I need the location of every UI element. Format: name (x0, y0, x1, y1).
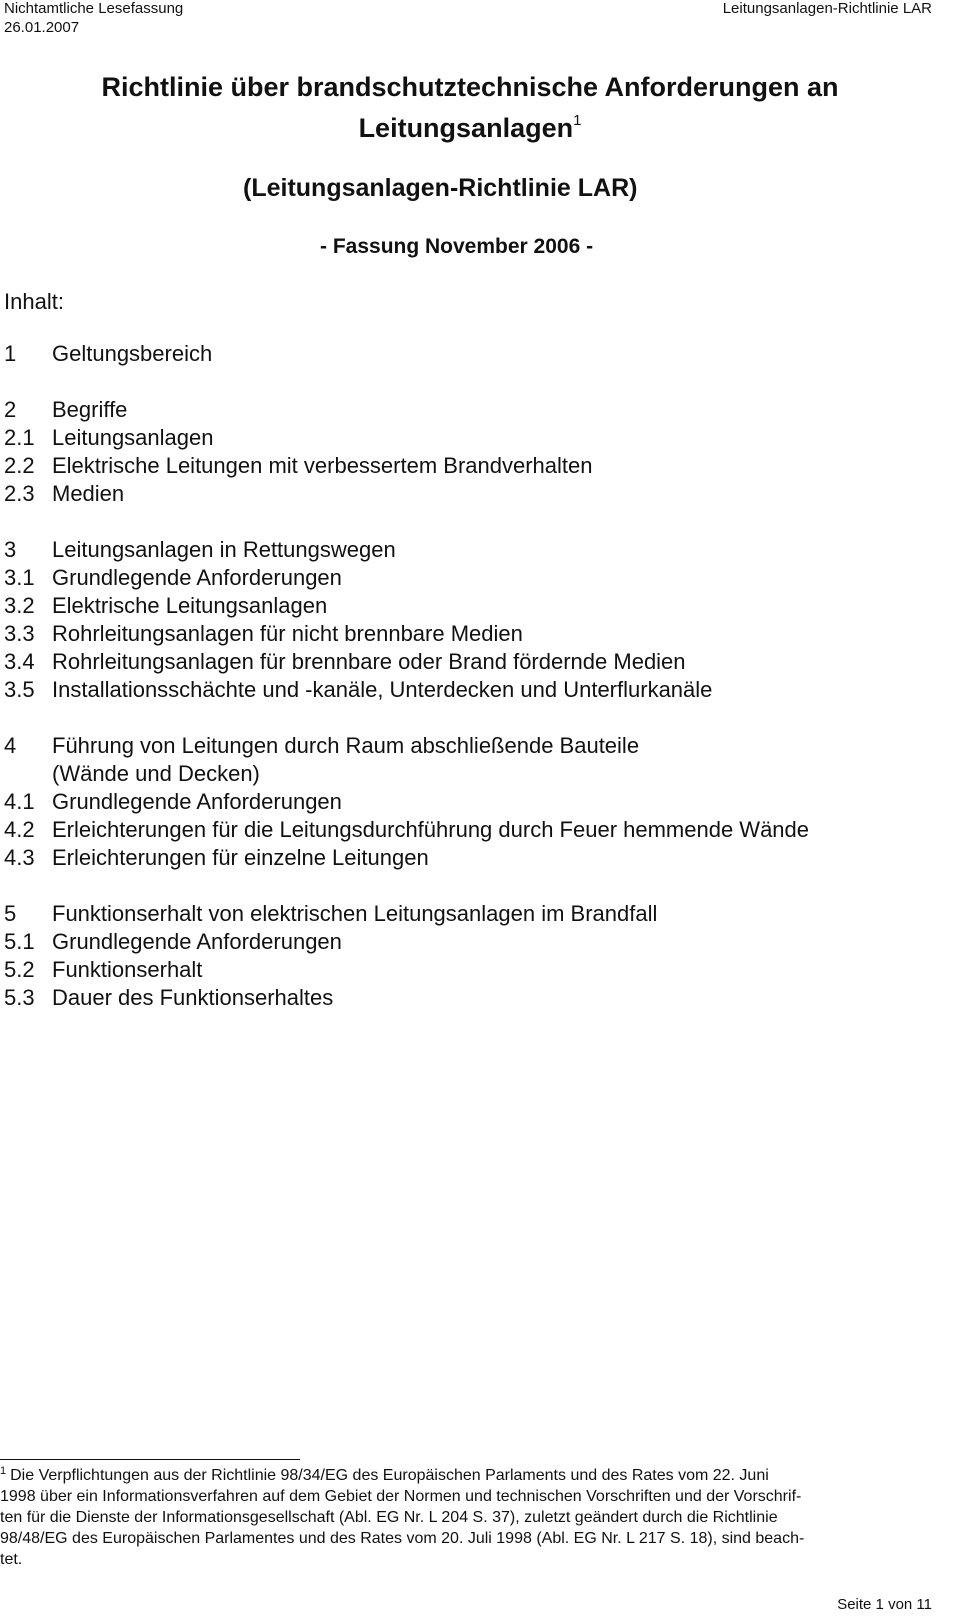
toc-entry (4, 452, 934, 480)
toc-entry-number: 3.3 (4, 621, 35, 646)
toc-group-spacer (4, 704, 934, 732)
toc-entry (4, 536, 934, 564)
toc-entry (4, 620, 934, 648)
toc-entry-number: 5.1 (4, 929, 35, 954)
toc-entry-title: Funktionserhalt von elektrischen Leitungsanlagen im Brandfall (52, 901, 658, 926)
toc-entry (4, 816, 934, 844)
toc-entry (4, 900, 934, 928)
toc-entry-title: (Wände und Decken) (52, 761, 260, 786)
toc-entry-title: Rohrleitungsanlagen für brennbare oder Brand fördernde Medien (52, 649, 686, 674)
toc-entry (4, 928, 934, 956)
edition-label: - Fassung November 2006 - (320, 235, 594, 258)
toc-entry-number: 1 (4, 341, 17, 366)
toc-entry (4, 732, 934, 760)
footnote-line-1 (0, 1461, 935, 1486)
toc-entry-number: 4.2 (4, 817, 35, 842)
footnote-rule (0, 1459, 300, 1460)
toc-entry-title: Leitungsanlagen in Rettungswegen (52, 537, 396, 562)
toc-entry-number: 4 (4, 733, 17, 758)
table-of-contents (4, 340, 934, 1012)
page-number: Seite 1 von 11 (837, 1596, 932, 1613)
toc-entry (4, 564, 934, 592)
header-left-title: Nichtamtliche Lesefassung (4, 0, 184, 17)
footnote-line-2: 1998 über ein Informationsverfahren auf dem Gebiet der Normen und technischen Vorschriften und der Vorschrif- (0, 1488, 802, 1505)
toc-entry-number: 2.1 (4, 425, 35, 450)
toc-entry-title: Dauer des Funktionserhaltes (52, 985, 334, 1010)
footnote-text-1: Die Verpflichtungen aus der Richtlinie 98/34/EG des Europäischen Parlaments und des Rates vom 22. Juni (10, 1467, 769, 1484)
title-line-1: Richtlinie über brandschutztechnische Anforderungen an (101, 72, 839, 102)
title-line-2-text: Leitungsanlagen (358, 113, 574, 143)
footnote-line-4: 98/48/EG des Europäischen Parlamentes und des Rates vom 20. Juli 1998 (Abl. EG Nr. L 217 S. 18), sind beach- (0, 1530, 805, 1547)
footnote (0, 1461, 935, 1570)
toc-entry-title: Grundlegende Anforderungen (52, 929, 342, 954)
toc-entry-title: Installationsschächte und -kanäle, Unterdecken und Unterflurkanäle (52, 677, 713, 702)
toc-entry-title: Elektrische Leitungen mit verbessertem Brandverhalten (52, 453, 593, 478)
header-right-title: Leitungsanlagen-Richtlinie LAR (722, 0, 932, 17)
toc-entry (4, 592, 934, 620)
toc-entry-title: Führung von Leitungen durch Raum abschließende Bauteile (52, 733, 640, 758)
toc-entry-number: 3.5 (4, 677, 35, 702)
toc-entry-number: 5.3 (4, 985, 35, 1010)
toc-entry-number: 3.2 (4, 593, 35, 618)
toc-entry-title: Medien (52, 481, 125, 506)
toc-entry-number: 3.1 (4, 565, 35, 590)
header-date: 26.01.2007 (4, 19, 80, 36)
toc-entry-number: 4.3 (4, 845, 35, 870)
toc-entry (4, 396, 934, 424)
toc-entry-title: Rohrleitungsanlagen für nicht brennbare Medien (52, 621, 523, 646)
toc-entry-title: Geltungsbereich (52, 341, 213, 366)
toc-heading: Inhalt: (4, 289, 64, 314)
toc-entry-number: 5 (4, 901, 17, 926)
toc-entry-number: 2.3 (4, 481, 35, 506)
toc-entry-title: Grundlegende Anforderungen (52, 565, 342, 590)
toc-entry-title: Funktionserhalt (52, 957, 203, 982)
toc-entry-number: 2 (4, 397, 17, 422)
toc-entry (4, 480, 934, 508)
title-line-2 (60, 104, 880, 145)
toc-entry-number: 4.1 (4, 789, 35, 814)
toc-entry (4, 676, 934, 704)
footnote-line-5: tet. (0, 1551, 23, 1568)
toc-entry-number: 3 (4, 537, 17, 562)
toc-entry (4, 424, 934, 452)
footnote-marker: 1 (0, 1465, 7, 1477)
toc-entry-number (4, 760, 52, 788)
toc-entry-title: Grundlegende Anforderungen (52, 789, 342, 814)
toc-entry (4, 760, 934, 788)
toc-entry-title: Erleichterungen für einzelne Leitungen (52, 845, 429, 870)
toc-entry-number: 5.2 (4, 957, 35, 982)
toc-entry-title: Begriffe (52, 397, 128, 422)
page-subtitle: (Leitungsanlagen-Richtlinie LAR) (243, 174, 638, 202)
toc-entry (4, 956, 934, 984)
toc-entry-title: Erleichterungen für die Leitungsdurchführung durch Feuer hemmende Wände (52, 817, 810, 842)
toc-group-spacer (4, 508, 934, 536)
toc-entry-title: Elektrische Leitungsanlagen (52, 593, 328, 618)
toc-entry-number: 3.4 (4, 649, 35, 674)
toc-entry (4, 648, 934, 676)
toc-entry (4, 844, 934, 872)
toc-group-spacer (4, 368, 934, 396)
title-footnote-ref: 1 (573, 112, 582, 129)
toc-entry (4, 340, 934, 368)
toc-group-spacer (4, 872, 934, 900)
page-title (60, 70, 880, 145)
toc-entry-title: Leitungsanlagen (52, 425, 214, 450)
footnote-line-3: ten für die Dienste der Informationsgesellschaft (Abl. EG Nr. L 204 S. 37), zuletzt geändert durch die Richtlinie (0, 1509, 778, 1526)
toc-entry (4, 788, 934, 816)
toc-entry (4, 984, 934, 1012)
toc-entry-number: 2.2 (4, 453, 35, 478)
